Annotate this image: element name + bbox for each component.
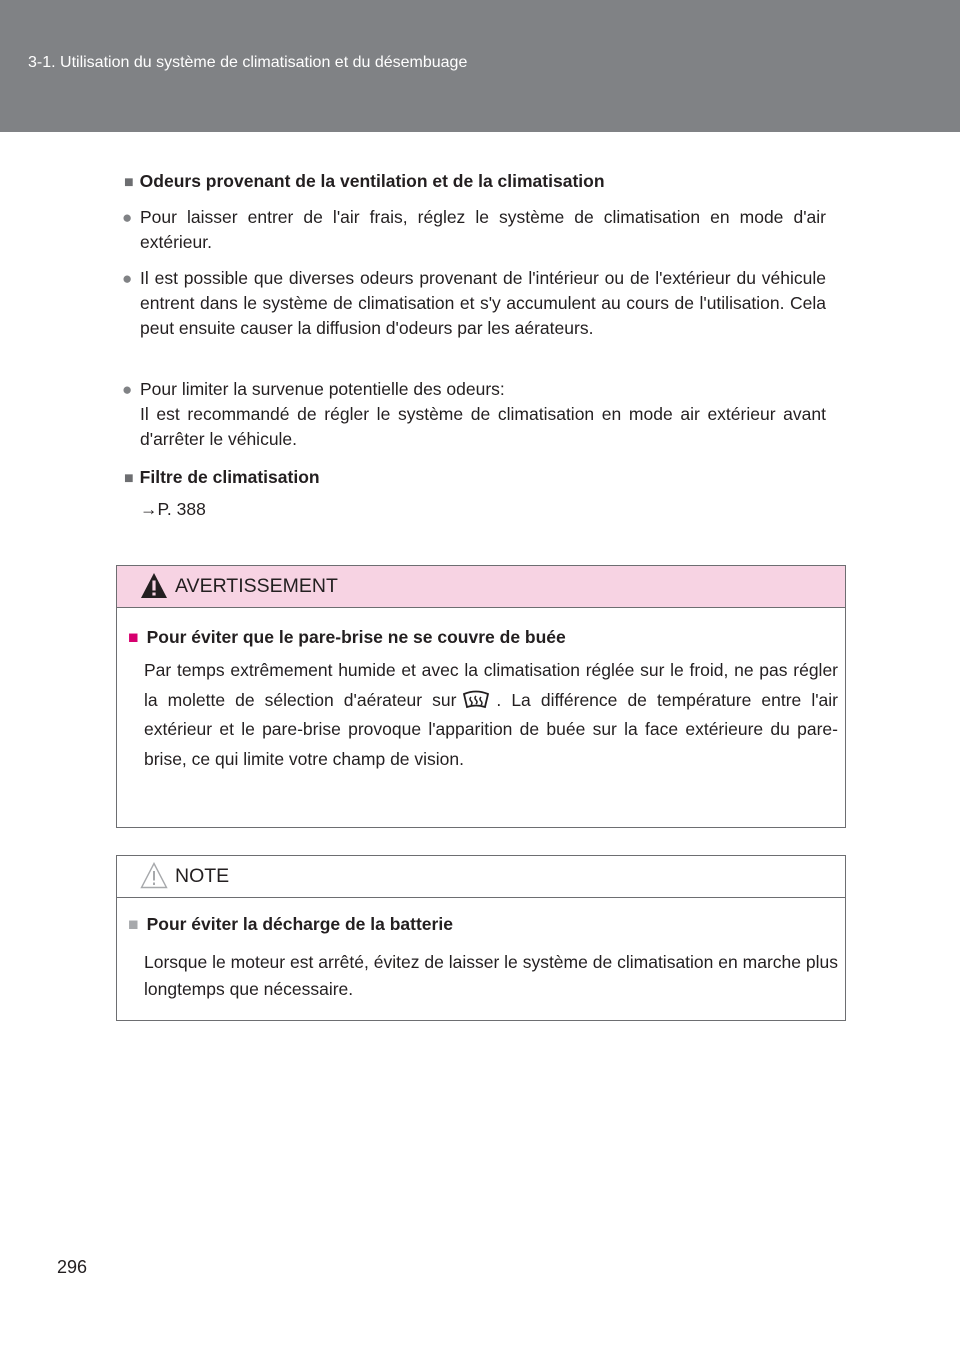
section-heading-odors	[124, 171, 605, 192]
bullet-item	[122, 205, 826, 255]
note-subheading	[128, 914, 453, 935]
warning-body	[144, 656, 838, 774]
round-bullet-icon: ●	[122, 208, 133, 227]
square-bullet-icon: ■	[124, 470, 134, 487]
header-band	[0, 0, 960, 132]
warning-body-text: Par temps extrêmement humide et avec la climatisation réglée sur le froid, ne pas régler la molette de sélection d'aérateur sur	[144, 660, 838, 710]
page-number: 296	[57, 1257, 88, 1277]
note-title: NOTE	[175, 865, 230, 887]
bullet-text-line1: Pour limiter la survenue potentielle des odeurs:	[140, 379, 505, 399]
arrow-right-icon: →	[140, 499, 158, 519]
round-bullet-icon: ●	[122, 269, 133, 288]
page-reference[interactable]	[140, 499, 206, 520]
windshield-defroster-icon	[462, 690, 490, 712]
warning-header	[117, 566, 845, 608]
note-header	[117, 856, 845, 898]
caution-triangle-icon	[140, 862, 168, 889]
section-heading-filter	[124, 467, 320, 488]
square-bullet-icon: ■	[124, 174, 134, 191]
warning-title: AVERTISSEMENT	[175, 575, 338, 597]
bullet-item	[122, 266, 826, 341]
warning-subheading	[128, 627, 566, 648]
page-reference-text: P. 388	[157, 499, 206, 519]
note-body: Lorsque le moteur est arrêté, évitez de laisser le système de climatisation en marche plus longtemps que nécessaire.	[144, 952, 838, 999]
round-bullet-icon: ●	[122, 380, 133, 399]
square-bullet-icon: ■	[128, 914, 139, 934]
warning-triangle-icon	[140, 572, 168, 599]
bullet-text: Pour laisser entrer de l'air frais, réglez le système de climatisation en mode d'air extérieur.	[140, 207, 826, 252]
section-heading-text: Filtre de climatisation	[139, 467, 320, 487]
warning-subheading-text: Pour éviter que le pare-brise ne se couvre de buée	[146, 627, 566, 647]
note-panel	[116, 855, 846, 1021]
bullet-text: Il est possible que diverses odeurs provenant de l'intérieur ou de l'extérieur du véhicule entrent dans le système de climatisation et s'y accumulent au cours de l'utilisation. Cela peut ensuite causer la diffusion d'odeurs par les aérateurs.	[140, 268, 826, 338]
chapter-title: 3-1. Utilisation du système de climatisation et du désembuage	[28, 54, 468, 71]
section-heading-text: Odeurs provenant de la ventilation et de la climatisation	[139, 171, 605, 191]
square-bullet-icon: ■	[128, 627, 139, 647]
warning-body-text-cont: . La différence de température entre l'air extérieur et le pare-brise provoque l'apparition de buée sur la face extérieure du pare-brise, ce qui limite votre champ de vision.	[144, 689, 839, 769]
warning-panel	[116, 565, 846, 828]
note-subheading-text: Pour éviter la décharge de la batterie	[146, 914, 453, 934]
bullet-item	[122, 377, 826, 452]
bullet-text-line2: Il est recommandé de régler le système de climatisation en mode air extérieur avant d'arrêter le véhicule.	[140, 404, 826, 449]
